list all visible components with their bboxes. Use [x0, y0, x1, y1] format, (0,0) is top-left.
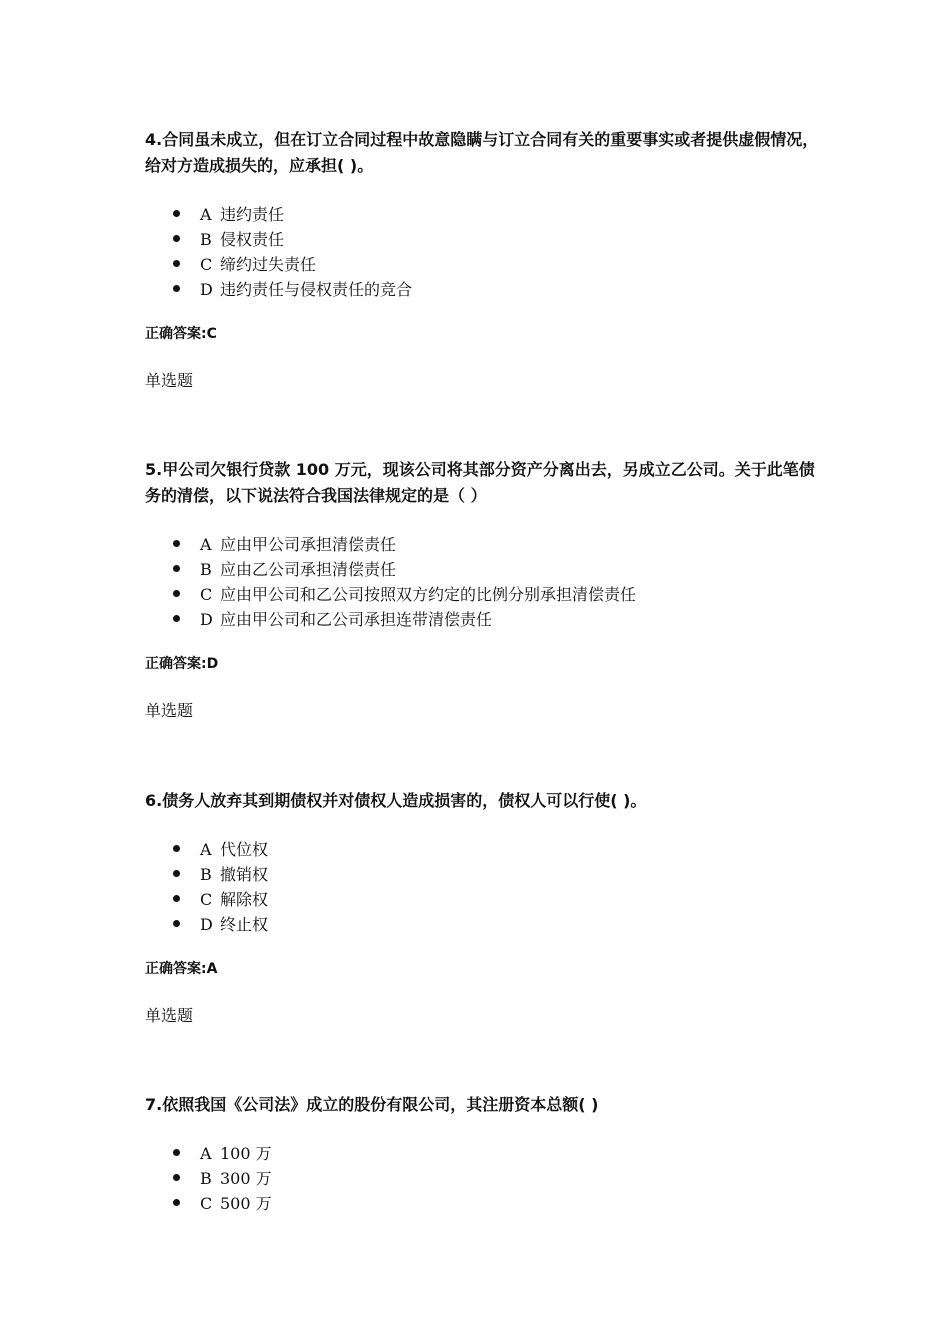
option-list: [145, 532, 825, 632]
question-5: [145, 457, 825, 721]
question-type: 单选题: [145, 371, 194, 390]
bullet-icon: [173, 260, 180, 267]
option-c: C 缔约过失责任: [145, 252, 825, 277]
option-c: C 应由甲公司和乙公司按照双方约定的比例分别承担清偿责任: [145, 582, 825, 607]
bullet-icon: [173, 1174, 180, 1181]
bullet-icon: [173, 590, 180, 597]
bullet-icon: [173, 870, 180, 877]
option-list: [145, 202, 825, 302]
option-a: A 100 万: [145, 1141, 825, 1166]
bullet-icon: [173, 540, 180, 547]
bullet-icon: [173, 235, 180, 242]
bullet-icon: [173, 920, 180, 927]
option-list: [145, 1141, 825, 1216]
option-c: C 解除权: [145, 887, 825, 912]
bullet-icon: [173, 1199, 180, 1206]
question-stem: 4.合同虽未成立，但在订立合同过程中故意隐瞒与订立合同有关的重要事实或者提供虚假情况，给对方造成损失的，应承担( )。: [145, 130, 819, 175]
bullet-icon: [173, 210, 180, 217]
bullet-icon: [173, 285, 180, 292]
correct-answer: 正确答案:A: [145, 961, 218, 977]
option-a: A 应由甲公司承担清偿责任: [145, 532, 825, 557]
option-b: B 侵权责任: [145, 227, 825, 252]
question-7: [145, 1092, 825, 1216]
option-d: D 应由甲公司和乙公司承担连带清偿责任: [145, 607, 825, 632]
question-stem: 6.债务人放弃其到期债权并对债权人造成损害的，债权人可以行使( )。: [145, 791, 647, 810]
option-b: B 300 万: [145, 1166, 825, 1191]
bullet-icon: [173, 1149, 180, 1156]
correct-answer: 正确答案:C: [145, 326, 217, 342]
question-6: [145, 788, 825, 1026]
option-c: C 500 万: [145, 1191, 825, 1216]
option-a: A 代位权: [145, 837, 825, 862]
bullet-icon: [173, 895, 180, 902]
option-list: [145, 837, 825, 937]
question-stem: 7.依照我国《公司法》成立的股份有限公司，其注册资本总额( ): [145, 1095, 599, 1114]
bullet-icon: [173, 565, 180, 572]
bullet-icon: [173, 845, 180, 852]
option-d: D 终止权: [145, 912, 825, 937]
question-type: 单选题: [145, 701, 194, 720]
question-stem: 5.甲公司欠银行贷款 100 万元，现该公司将其部分资产分离出去，另成立乙公司。关于此笔债务的清偿，以下说法符合我国法律规定的是（ ）: [145, 460, 815, 505]
option-b: B 应由乙公司承担清偿责任: [145, 557, 825, 582]
option-d: D 违约责任与侵权责任的竞合: [145, 277, 825, 302]
question-4: [145, 127, 825, 391]
correct-answer: 正确答案:D: [145, 656, 219, 672]
bullet-icon: [173, 615, 180, 622]
option-b: B 撤销权: [145, 862, 825, 887]
option-a: A 违约责任: [145, 202, 825, 227]
question-type: 单选题: [145, 1006, 194, 1025]
